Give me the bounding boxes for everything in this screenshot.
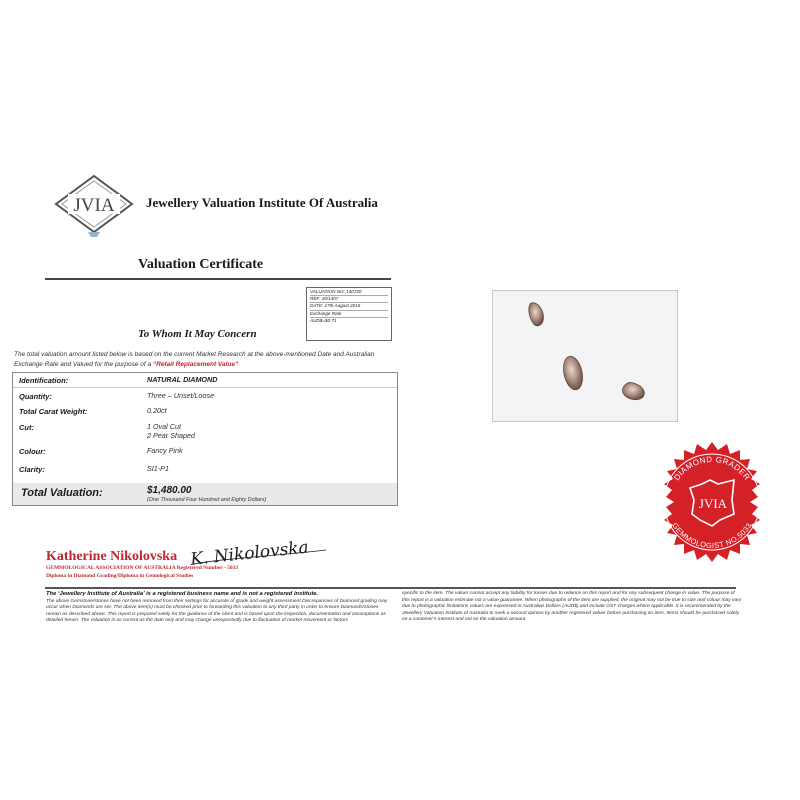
cut-value-2: 2 Pear Shaped (147, 431, 195, 440)
total-valuation-row (13, 483, 397, 505)
certificate-title: Valuation Certificate (138, 257, 264, 272)
greeting: To Whom It May Concern (138, 328, 257, 340)
footer-divider (45, 587, 736, 589)
carat-value: 0.20ct (147, 406, 167, 415)
identification-label: Identification: (19, 376, 69, 385)
exchange-rate-label: Exchange Rate (310, 311, 388, 318)
quantity-row (13, 391, 397, 403)
reference-number: REF: 20/1407 (310, 296, 388, 303)
quantity-label: Quantity: (19, 392, 52, 401)
identification-value: NATURAL DIAMOND (147, 375, 218, 384)
total-valuation-label: Total Valuation: (21, 487, 103, 499)
details-table (12, 372, 398, 506)
clarity-row (13, 464, 397, 476)
cut-value-1: 1 Oval Cut (147, 422, 181, 431)
disclaimer-left (46, 591, 394, 625)
exchange-rate-value: AUD$=$0.71 (310, 317, 337, 323)
reference-box (306, 287, 392, 341)
total-valuation-words: (One Thousand Four Hundred and Eighty Dollars) (147, 497, 267, 503)
carat-label: Total Carat Weight: (19, 407, 88, 416)
carat-row (13, 406, 397, 418)
appraiser-diploma: Diploma in Diamond Grading/Diploma in Gemological Studies (46, 573, 194, 579)
svg-text:K. Nikolovska: K. Nikolovska (189, 537, 310, 570)
svg-text:JVIA: JVIA (73, 195, 115, 216)
valuation-number: VALUATION NO: 140720 (310, 289, 388, 296)
appraiser-association: GEMMOLOGICAL ASSOCIATION OF AUSTRALIA Registered Number - 5033 (46, 565, 239, 571)
svg-text:GEMMOLOGIST NO.5033: GEMMOLOGIST NO.5033 (670, 521, 754, 551)
quantity-value: Three – Unset/Loose (147, 391, 215, 400)
clarity-value: SI1-P1 (147, 464, 169, 473)
disclaimer-right-text: specific to the item. The valuer cannot accept any liability for losses due to reliance on this report and for any subsequent change in value. The purpose of this report is a valuation estimate not a value guarantee. When photographs of the item are supplied, the original may not be true to size and colour may vary due to photographic limitations values are expressed in Australian Dollars (AUD$) and include GST charges where applicable. It is recommended by the Jewellery Valuation Institute of Australia to seek a second opinion by another registered valuer before purchasing an item. Items should be purchased solely on a customer’s interest and not on the valuation amount. (402, 591, 742, 623)
title-divider (45, 278, 391, 280)
cut-label: Cut: (19, 423, 34, 432)
cut-row (13, 422, 397, 444)
disclaimer-left-text: The above Gemstone/stones have not been removed from their settings for accurate of grade and weight assessment Discrepancies of Diamond grading may occur when Diamonds are set. The above item(s) must be checked prior to forwarding this valuation to any third party in order to ensure Diamonds/stones remain as described above. This report is prepared solely for the guidance of the client and is based upon the inspection, documentation and assumptions as detailed herein. The valuation is as current as the date only and may change unexpectedly due to fluctuation of market movement or factors (46, 598, 388, 624)
svg-text:DIAMOND GRADER: DIAMOND GRADER (672, 454, 752, 483)
jvia-logo (54, 174, 134, 238)
intro-paragraph (14, 350, 394, 369)
colour-row (13, 446, 397, 458)
institute-name: Jewellery Valuation Institute Of Australia (146, 195, 378, 210)
disclaimer-right (402, 591, 742, 624)
identification-row (13, 373, 397, 388)
valuation-date: DATE: 17th August 2015 (310, 303, 388, 310)
total-valuation-value: $1,480.00 (147, 485, 192, 496)
valuation-purpose: “Retail Replacement Value” (152, 360, 239, 368)
clarity-label: Clarity: (19, 465, 45, 474)
signature (186, 528, 336, 570)
disclaimer-heading: The ‘Jewellery Institute of Australia’ is a registered business name and is not a registered institute. (46, 591, 319, 597)
intro-text: The total valuation amount listed below is based on the current Market Research at the above-mentioned Date and Australian Exchange Rate and Valued for the purpose of a (14, 351, 375, 368)
appraiser-name: Katherine Nikolovska (46, 549, 178, 564)
colour-value: Fancy Pink (147, 446, 183, 455)
gemmologist-seal (650, 440, 774, 564)
svg-text:JVIA: JVIA (698, 496, 728, 511)
colour-label: Colour: (19, 447, 46, 456)
diamond-photo (492, 290, 678, 422)
